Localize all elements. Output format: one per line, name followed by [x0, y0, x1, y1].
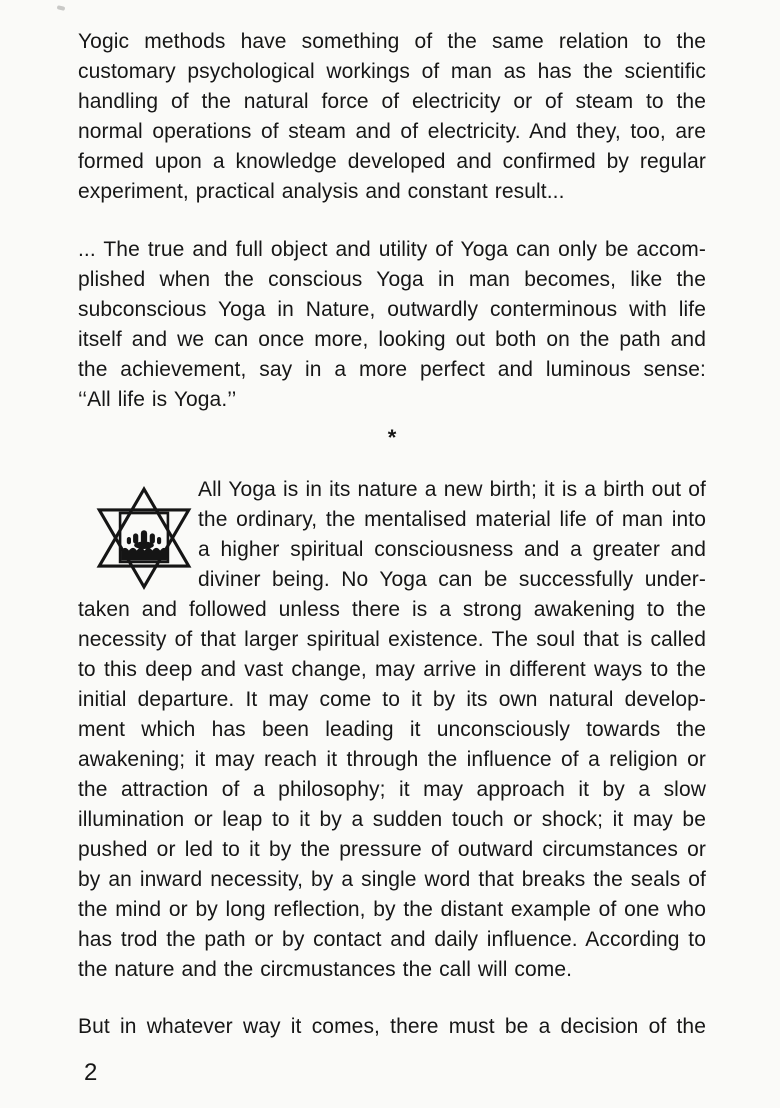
- paragraph-true-object-of-yoga: [78, 235, 706, 415]
- scan-speck: [57, 5, 66, 11]
- text-line: normal operations of steam and of electricity. And they, too, are: [78, 120, 706, 143]
- text-line: diviner being. No Yoga can be successfully under-: [198, 568, 706, 591]
- paragraph-but-in-whatever-way: [78, 1012, 706, 1042]
- text-line: illumination or leap to it by a sudden touch or shock; it may be: [78, 808, 706, 831]
- text-line: ment which has been leading it unconsciously towards the: [78, 718, 706, 741]
- text-line: customary psychological workings of man as has the scientific: [78, 60, 706, 83]
- text-line: the attraction of a philosophy; it may approach it by a slow: [78, 778, 706, 801]
- text-line: itself and we can once more, looking out both on the path and: [78, 328, 706, 351]
- text-line: a higher spiritual consciousness and a greater and: [198, 538, 706, 561]
- hexagram-lotus-symbol-icon: [92, 486, 196, 590]
- text-line: But in whatever way it comes, there must be a decision of the: [78, 1015, 706, 1038]
- text-line: initial departure. It may come to it by its own natural develop-: [78, 688, 706, 711]
- text-line: plished when the conscious Yoga in man becomes, like the: [78, 268, 706, 291]
- text-line: the achievement, say in a more perfect and luminous sense:: [78, 358, 706, 381]
- text-line: pushed or led to it by the pressure of outward circumstances or: [78, 838, 706, 861]
- text-line: the ordinary, the mentalised material life of man into: [198, 508, 706, 531]
- page-number: 2: [84, 1059, 98, 1086]
- text-line: subconscious Yoga in Nature, outwardly conterminous with life: [78, 298, 706, 321]
- page-content: [78, 0, 706, 1088]
- paragraph-yogic-methods: [78, 27, 706, 207]
- text-line: the nature and the circmustances the call will come.: [78, 958, 573, 981]
- text-line: formed upon a knowledge developed and confirmed by regular: [78, 150, 706, 173]
- text-line: to this deep and vast change, may arrive in different ways to the: [78, 658, 706, 681]
- text-line: necessity of that larger spiritual existence. The soul that is called: [78, 628, 706, 651]
- text-line: by an inward necessity, by a single word that breaks the seals of: [78, 868, 706, 891]
- text-line: experiment, practical analysis and constant result...: [78, 180, 565, 203]
- paragraph-all-yoga-block: [78, 475, 706, 985]
- asterisk-separator: *: [387, 425, 397, 450]
- text-line: handling of the natural force of electricity or of steam to the: [78, 90, 706, 113]
- text-line: Yogic methods have something of the same relation to the: [78, 30, 706, 53]
- text-line: ‘‘All life is Yoga.’’: [78, 388, 237, 411]
- text-line: All Yoga is in its nature a new birth; it is a birth out of: [198, 478, 706, 501]
- text-line: awakening; it may reach it through the influence of a religion or: [78, 748, 706, 771]
- text-line: the mind or by long reflection, by the distant example of one who: [78, 898, 706, 921]
- text-line: has trod the path or by contact and daily influence. According to: [78, 928, 706, 951]
- text-line: ... The true and full object and utility of Yoga can only be accom-: [78, 238, 706, 261]
- text-line: taken and followed unless there is a strong awakening to the: [78, 598, 706, 621]
